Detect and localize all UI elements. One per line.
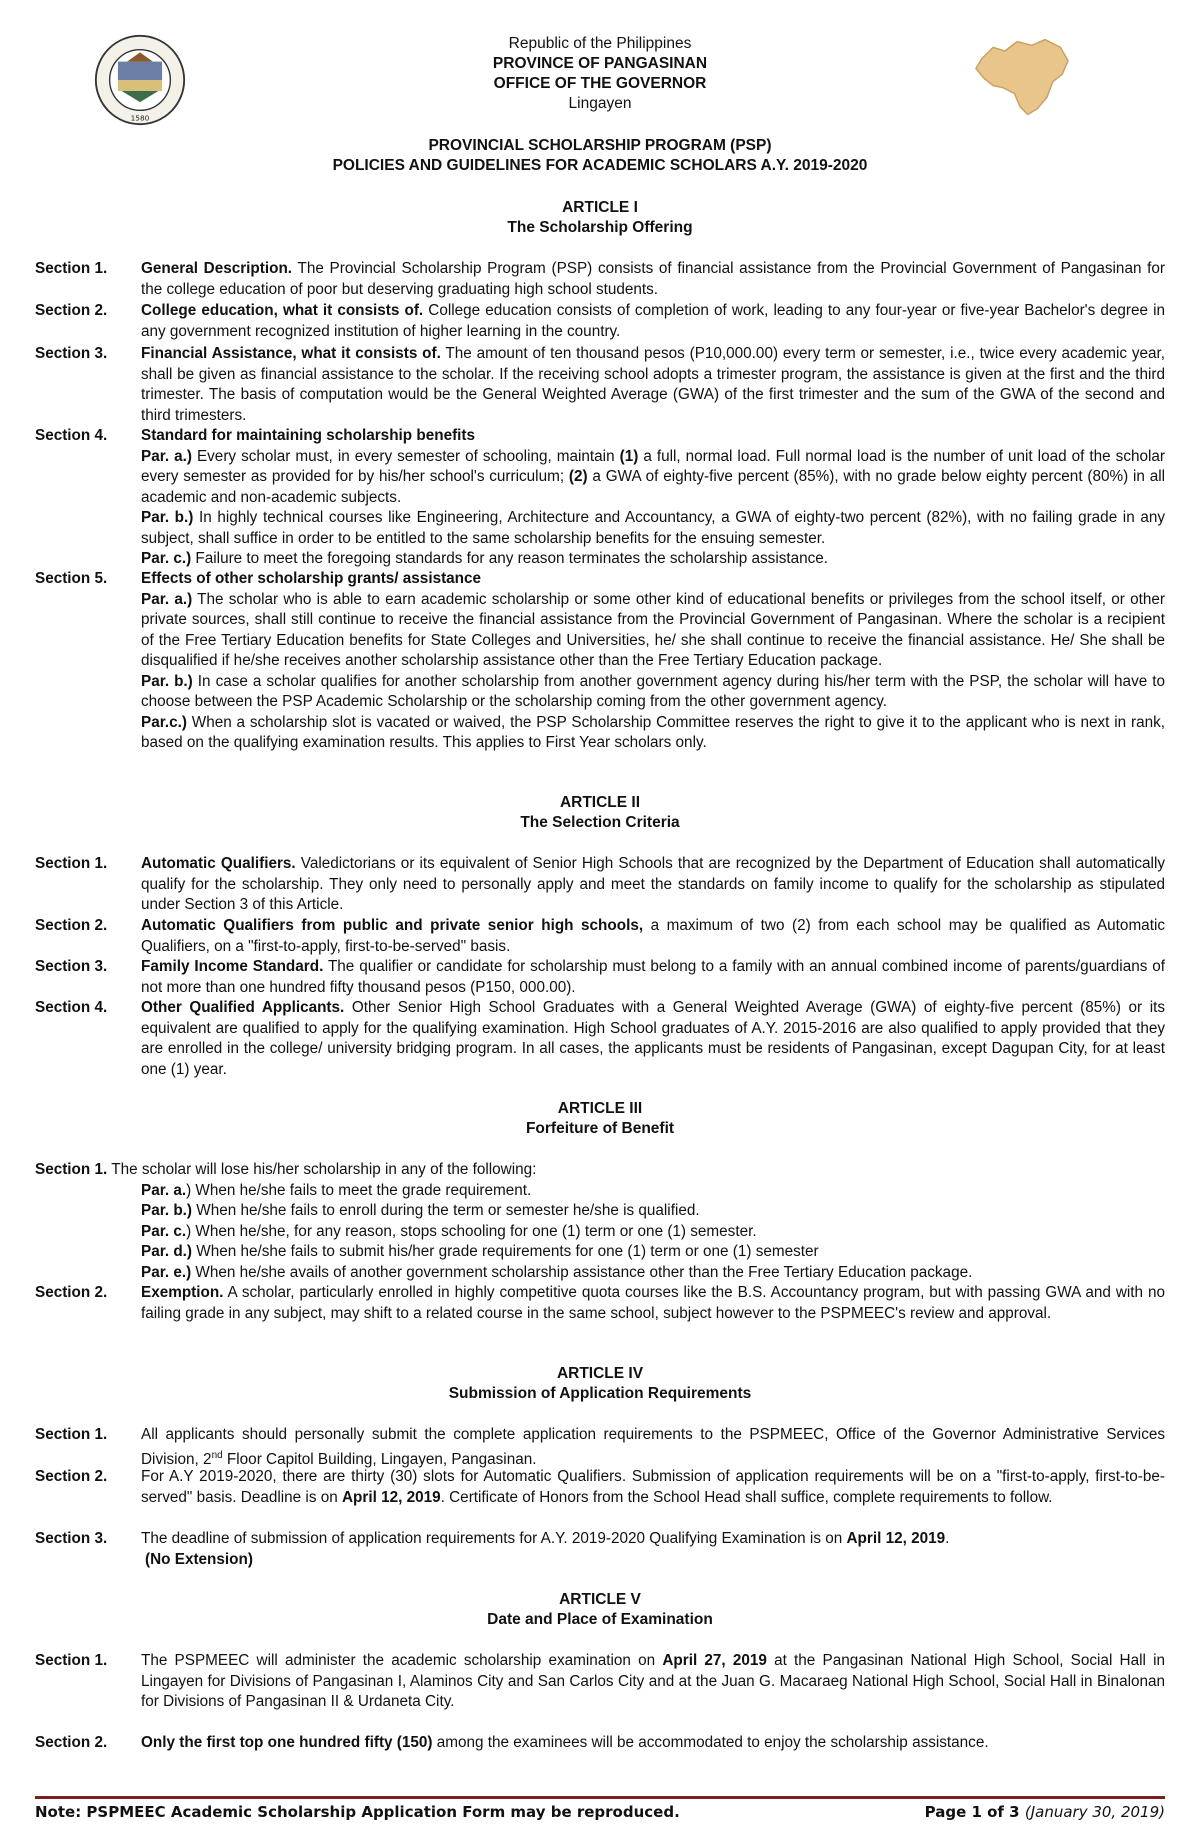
article-3-section-1: Section 1. The scholar will lose his/her scholarship in any of the following: Par. a.) When he/she fails to meet the grade requirement. Par. b.) When he/she fails to enroll during the term or semester he/she is qualified. Par. c.) When he/she, for any reason, stops schooling for one (1) term or one (1) semester. Par. d.) When he/she fails to submit his/her grade requirements for one (1) term or one (1) semester Par. e.) When he/she avails of another government scholarship assistance other than the Free Tertiary Education package. [35,1161,973,1281]
article-1-section-5: Section 5. Effects of other scholarship grants/ assistance Par. a.) The scholar who is able to earn academic scholarship or some other kind of educational benefits or privileges from the school itself, or other private sources, shall still continue to receive the financial assistance from the Provincial Government of Pangasinan. Where the scholar is a recipient of the Free Tertiary Education benefits for State Colleges and Universities, he/ she shall continue to receive the financial assistance. He/ She shall be disqualified if he/she receives another scholarship assistance other than the Free Tertiary Education package. Par. b.) In case a scholar qualifies for another scholarship from another government agency during his/her term with the PSP, the scholar will have to choose between the PSP Academic Scholarship or the scholarship coming from the other government agency. Par.c.) When a scholarship slot is vacated or waived, the PSP Scholarship Committee reserves the right to give it to the applicant who is next in rank, based on the qualifying examination results. This applies to First Year scholars only. [35,570,1165,751]
letterhead-republic: Republic of the Philippines [508,35,692,52]
letterhead [0,34,1200,114]
article-4-heading: ARTICLE IV [556,1365,644,1382]
article-1-subheading: The Scholarship Offering [507,219,693,236]
letterhead-city: Lingayen [568,95,632,112]
doc-title-line1: PROVINCIAL SCHOLARSHIP PROGRAM (PSP) [428,137,772,154]
article-2-section-4: Section 4. Other Qualified Applicants. Other Senior High School Graduates with a General Weighted Average (GWA) of eighty-five percent (85%) or its equivalent are qualified to apply for the qualifying examination. High School graduates of A.Y. 2015-2016 are also qualified to apply provided that they are enrolled in the college/ university bridging program. In all cases, the applicants must be residents of Pangasinan, except Dagupan City, for at least one (1) year. [35,999,1166,1078]
article-5-subheading: Date and Place of Examination [487,1611,713,1628]
letterhead-office: OFFICE OF THE GOVERNOR [493,75,707,92]
revision-date: (January 30, 2019) [1024,1803,1165,1821]
letterhead-province: PROVINCE OF PANGASINAN [492,55,708,72]
article-5-heading: ARTICLE V [559,1591,641,1608]
article-4-subheading: Submission of Application Requirements [448,1385,752,1402]
article-4-section-1: Section 1. All applicants should personally submit the complete application requirements to the PSPMEEC, Office of the Governor Administrative Services Division, 2nd Floor Capitol Building, Lingayen, Pangasinan. [35,1426,1165,1468]
article-2-section-1: Section 1. Automatic Qualifiers. Valedictorians or its equivalent of Senior High Schools that are recognized by the Department of Education shall automatically qualify for the scholarship. They only need to personally apply and meet the standards on family income to qualify for the scholarship as stipulated under Section 3 of this Article. [35,855,1165,913]
article-3-subheading: Forfeiture of Benefit [525,1120,675,1137]
article-5-section-2: Section 2. Only the first top one hundred fifty (150) among the examinees will be accommodated to enjoy the scholarship assistance. [35,1734,989,1751]
article-1-section-3: Section 3. Financial Assistance, what it consists of. The amount of ten thousand pesos (P10,000.00) every term or semester, i.e., twice every academic year, shall be given as financial assistance to the scholar. If the receiving school adopts a trimester program, the assistance is given at the first and the third trimester. The basis of computation would be the General Weighted Average (GWA) of the first trimester and the sum of the GWA of the second and third trimesters. [35,345,1165,424]
article-1-section-4: Section 4. Standard for maintaining scholarship benefits Par. a.) Every scholar must, in every semester of schooling, maintain (1) a full, normal load. Full normal load is the number of unit load of the scholar every semester as provided for by his/her school's curriculum; (2) a GWA of eighty-five percent (85%), with no grade below eighty percent (80%) in all academic and non-academic subjects. Par. b.) In highly technical courses like Engineering, Architecture and Accountancy, a GWA of eighty-two percent (82%), with no failing grade in any subject, shall suffice in order to be entitled to the same scholarship benefits for the ensuing semester. Par. c.) Failure to meet the foregoing standards for any reason terminates the scholarship assistance. [35,427,1165,567]
article-2-section-2: Section 2. Automatic Qualifiers from public and private senior high schools, a maximum of two (2) from each school may be qualified as Automatic Qualifiers, on a "first-to-apply, first-to-be-served" basis. [35,917,1165,955]
footer-page-info [925,1803,1165,1821]
article-2-section-3: Section 3. Family Income Standard. The qualifier or candidate for scholarship must belong to a family with an annual combined income of parents/guardians of not more than one hundred fifty thousand pesos (P150, 000.00). [35,958,1166,996]
footer-note: Note: PSPMEEC Academic Scholarship Application Form may be reproduced. [35,1803,680,1821]
page-number: Page 1 of 3 [924,1803,1020,1821]
article-4-section-2: Section 2. For A.Y 2019-2020, there are thirty (30) slots for Automatic Qualifiers. Submission of application requirements will be on a "first-to-apply, first-to-be-served" basis. Deadline is on April 12, 2019. Certificate of Honors from the School Head shall suffice, complete requirements to follow. [35,1468,1165,1506]
doc-title-line2: POLICIES AND GUIDELINES FOR ACADEMIC SCHOLARS A.Y. 2019-2020 [332,157,868,174]
article-5-section-1: Section 1. The PSPMEEC will administer the academic scholarship examination on April 27, 2019 at the Pangasinan National High School, Social Hall in Lingayen for Divisions of Pangasinan I, Alaminos City and San Carlos City and at the Juan G. Macaraeg National High School, Social Hall in Binalonan for Divisions of Pangasinan II & Urdaneta City. [35,1652,1165,1710]
article-3-section-2: Section 2. Exemption. A scholar, particularly enrolled in highly competitive quota courses like the B.S. Accountancy program, but with passing GWA and with no failing grade in any subject, may shift to a related course in the same school, subject however to the PSPMEEC's review and approval. [35,1284,1165,1322]
article-3-heading: ARTICLE III [557,1100,643,1117]
article-1-section-2: Section 2. College education, what it consists of. College education consists of completion of work, leading to any four-year or five-year Bachelor's degree in any government recognized institution of higher learning in the country. [35,302,1165,340]
svg-text:1580: 1580 [130,113,150,123]
article-4-section-3: Section 3. The deadline of submission of application requirements for A.Y. 2019-2020 Qualifying Examination is on April 12, 2019. (No Extension) [35,1530,950,1568]
footer-divider [35,1796,1165,1799]
article-1-section-1: Section 1. General Description. The Provincial Scholarship Program (PSP) consists of financial assistance from the Provincial Government of Pangasinan for the college education of poor but deserving graduating high school students. [35,260,1165,298]
article-2-subheading: The Selection Criteria [520,814,680,831]
article-2-heading: ARTICLE II [559,794,641,811]
article-1-heading: ARTICLE I [562,199,638,216]
